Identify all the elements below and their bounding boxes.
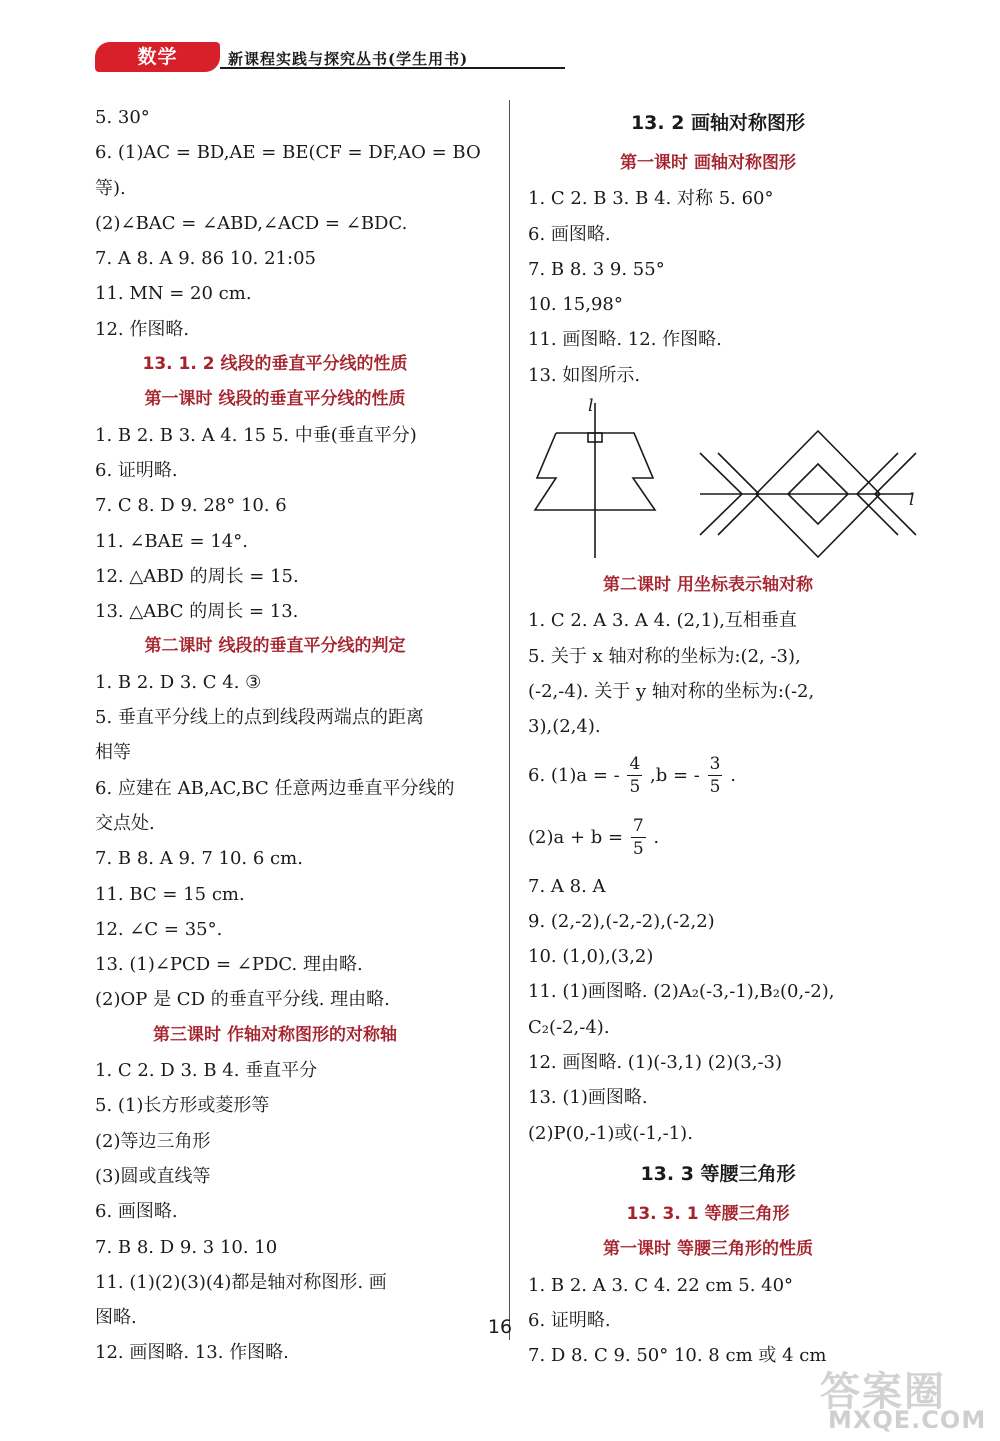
- column-divider: [509, 100, 510, 1340]
- answer-line: 7. B 8. D 9. 3 10. 10: [95, 1236, 278, 1258]
- answer-line: 6. 证明略.: [95, 459, 178, 481]
- answer-line: (2)等边三角形: [95, 1130, 211, 1152]
- q6b-end: .: [653, 826, 660, 848]
- subsection-heading: 13. 3. 1 等腰三角形: [626, 1203, 790, 1224]
- fraction-denominator: 5: [709, 777, 721, 798]
- answer-line: 1. C 2. A 3. A 4. (2,1),互相垂直: [528, 610, 797, 632]
- answer-line: 11. (1)画图略. (2)A₂(-3,-1),B₂(0,-2),: [528, 981, 835, 1003]
- answer-line: 12. 作图略.: [95, 318, 190, 340]
- answer-line: 12. 画图略. (1)(-3,1) (2)(3,-3): [528, 1052, 783, 1074]
- answer-line: 11. (1)(2)(3)(4)都是轴对称图形. 画: [95, 1271, 387, 1293]
- answer-line: 11. 画图略. 12. 作图略.: [528, 329, 722, 351]
- axis-label-left: l: [588, 396, 594, 417]
- answer-line: 6. 画图略.: [95, 1201, 178, 1223]
- lesson-heading: 第一课时 线段的垂直平分线的性质: [144, 389, 406, 410]
- lesson-heading: 第三课时 作轴对称图形的对称轴: [153, 1024, 397, 1045]
- answer-line: 10. (1,0),(3,2): [528, 946, 654, 968]
- q6a-mid: ,b = -: [650, 764, 700, 786]
- lesson-heading: 第二课时 用坐标表示轴对称: [603, 575, 813, 596]
- answer-line: 6. 画图略.: [528, 223, 611, 245]
- fraction-numerator: 4: [629, 754, 641, 775]
- page-number: 16: [487, 1316, 513, 1338]
- page-header: [95, 42, 475, 72]
- section-heading: 13. 3 等腰三角形: [640, 1162, 796, 1185]
- fraction-b: [708, 753, 723, 798]
- watermark-site: MXQE.COM: [828, 1406, 987, 1434]
- answer-line: 11. MN = 20 cm.: [95, 283, 252, 305]
- fraction-sum: [631, 815, 646, 860]
- fraction-a: [627, 753, 642, 798]
- answer-line: 交点处.: [95, 812, 155, 834]
- answer-line: 7. B 8. 3 9. 55°: [528, 258, 665, 280]
- lesson-heading: 第一课时 等腰三角形的性质: [603, 1239, 813, 1260]
- answer-line: 7. B 8. A 9. 7 10. 6 cm.: [95, 848, 303, 870]
- answer-line: 5. 30°: [95, 107, 150, 128]
- fraction-numerator: 3: [709, 754, 721, 775]
- answer-line: 5. 垂直平分线上的点到线段两端点的距离: [95, 707, 424, 729]
- answer-line: C₂(-2,-4).: [528, 1016, 610, 1038]
- answer-line: 7. A 8. A: [528, 875, 606, 897]
- answer-line: 图略.: [95, 1307, 137, 1329]
- watermark-mark: 答案圈: [820, 1369, 946, 1415]
- right-column: [528, 100, 928, 1373]
- answer-line: 12. 画图略. 13. 作图略.: [95, 1342, 289, 1364]
- answer-line: 13. △ABC 的周长 = 13.: [95, 601, 299, 623]
- answer-line: 7. A 8. A 9. 86 10. 21:05: [95, 248, 316, 270]
- answer-line: 5. (1)长方形或菱形等: [95, 1095, 270, 1117]
- lesson-heading: 第二课时 线段的垂直平分线的判定: [144, 636, 406, 657]
- answer-line: 10. 15,98°: [528, 294, 623, 316]
- answer-line: 9. (2,-2),(-2,-2),(-2,2): [528, 910, 715, 932]
- answer-line: 12. ∠C = 35°.: [95, 918, 223, 940]
- section-heading: 13. 1. 2 线段的垂直平分线的性质: [142, 354, 408, 375]
- lesson-heading: 第一课时 画轴对称图形: [620, 153, 796, 173]
- answer-line: 11. ∠BAE = 14°.: [95, 530, 248, 552]
- answer-line: 3),(2,4).: [528, 716, 601, 738]
- watermark-logo: [820, 1360, 990, 1436]
- fraction-numerator: 7: [632, 816, 644, 837]
- answer-line: (2)∠BAC = ∠ABD,∠ACD = ∠BDC.: [95, 212, 408, 234]
- symmetry-figure-drawing: [528, 393, 928, 568]
- answer-line: 6. 应建在 AB,AC,BC 任意两边垂直平分线的: [95, 777, 455, 799]
- answer-line-fraction: [528, 745, 928, 807]
- q6a-prefix: 6. (1)a = -: [528, 764, 620, 786]
- fraction-denominator: 5: [629, 777, 641, 798]
- answer-line: 等).: [95, 177, 126, 199]
- answer-line: 6. 证明略.: [528, 1309, 611, 1331]
- left-column: [95, 100, 495, 1371]
- answer-line: 5. 关于 x 轴对称的坐标为:(2, -3),: [528, 645, 801, 667]
- q6b-prefix: (2)a + b =: [528, 826, 629, 848]
- answer-line: 7. C 8. D 9. 28° 10. 6: [95, 495, 287, 517]
- section-heading: 13. 2 画轴对称图形: [630, 112, 806, 134]
- answer-line: 1. C 2. D 3. B 4. 垂直平分: [95, 1060, 318, 1082]
- series-title: 新课程实践与探究丛书(学生用书): [228, 50, 469, 68]
- subject-badge: 数学: [95, 42, 220, 72]
- answer-line: (-2,-4). 关于 y 轴对称的坐标为:(-2,: [528, 680, 815, 702]
- answer-line: 相等: [95, 742, 131, 764]
- answer-line: (3)圆或直线等: [95, 1165, 211, 1187]
- answer-line: 6. (1)AC = BD,AE = BE(CF = DF,AO = BO: [95, 142, 481, 164]
- answer-line: 13. 如图所示.: [528, 364, 641, 386]
- answer-line: 1. B 2. A 3. C 4. 22 cm 5. 40°: [528, 1274, 794, 1296]
- answer-line: 13. (1)∠PCD = ∠PDC. 理由略.: [95, 954, 363, 976]
- answer-line-fraction: [528, 807, 928, 869]
- q6a-end: .: [730, 764, 736, 786]
- answer-line: 1. B 2. D 3. C 4. ③: [95, 671, 262, 693]
- answer-line: 7. D 8. C 9. 50° 10. 8 cm 或 4 cm: [528, 1345, 827, 1367]
- symmetry-figure: [528, 393, 928, 568]
- answer-line: 12. △ABD 的周长 = 15.: [95, 565, 299, 587]
- axis-label-right: l: [909, 490, 915, 511]
- answer-line: 1. B 2. B 3. A 4. 15 5. 中垂(垂直平分): [95, 424, 417, 446]
- answer-line: 11. BC = 15 cm.: [95, 883, 245, 905]
- answer-line: (2)P(0,-1)或(-1,-1).: [528, 1122, 693, 1144]
- answer-line: 13. (1)画图略.: [528, 1087, 648, 1109]
- answer-line: 1. C 2. B 3. B 4. 对称 5. 60°: [528, 188, 774, 210]
- fraction-denominator: 5: [632, 839, 644, 860]
- answer-line: (2)OP 是 CD 的垂直平分线. 理由略.: [95, 989, 390, 1011]
